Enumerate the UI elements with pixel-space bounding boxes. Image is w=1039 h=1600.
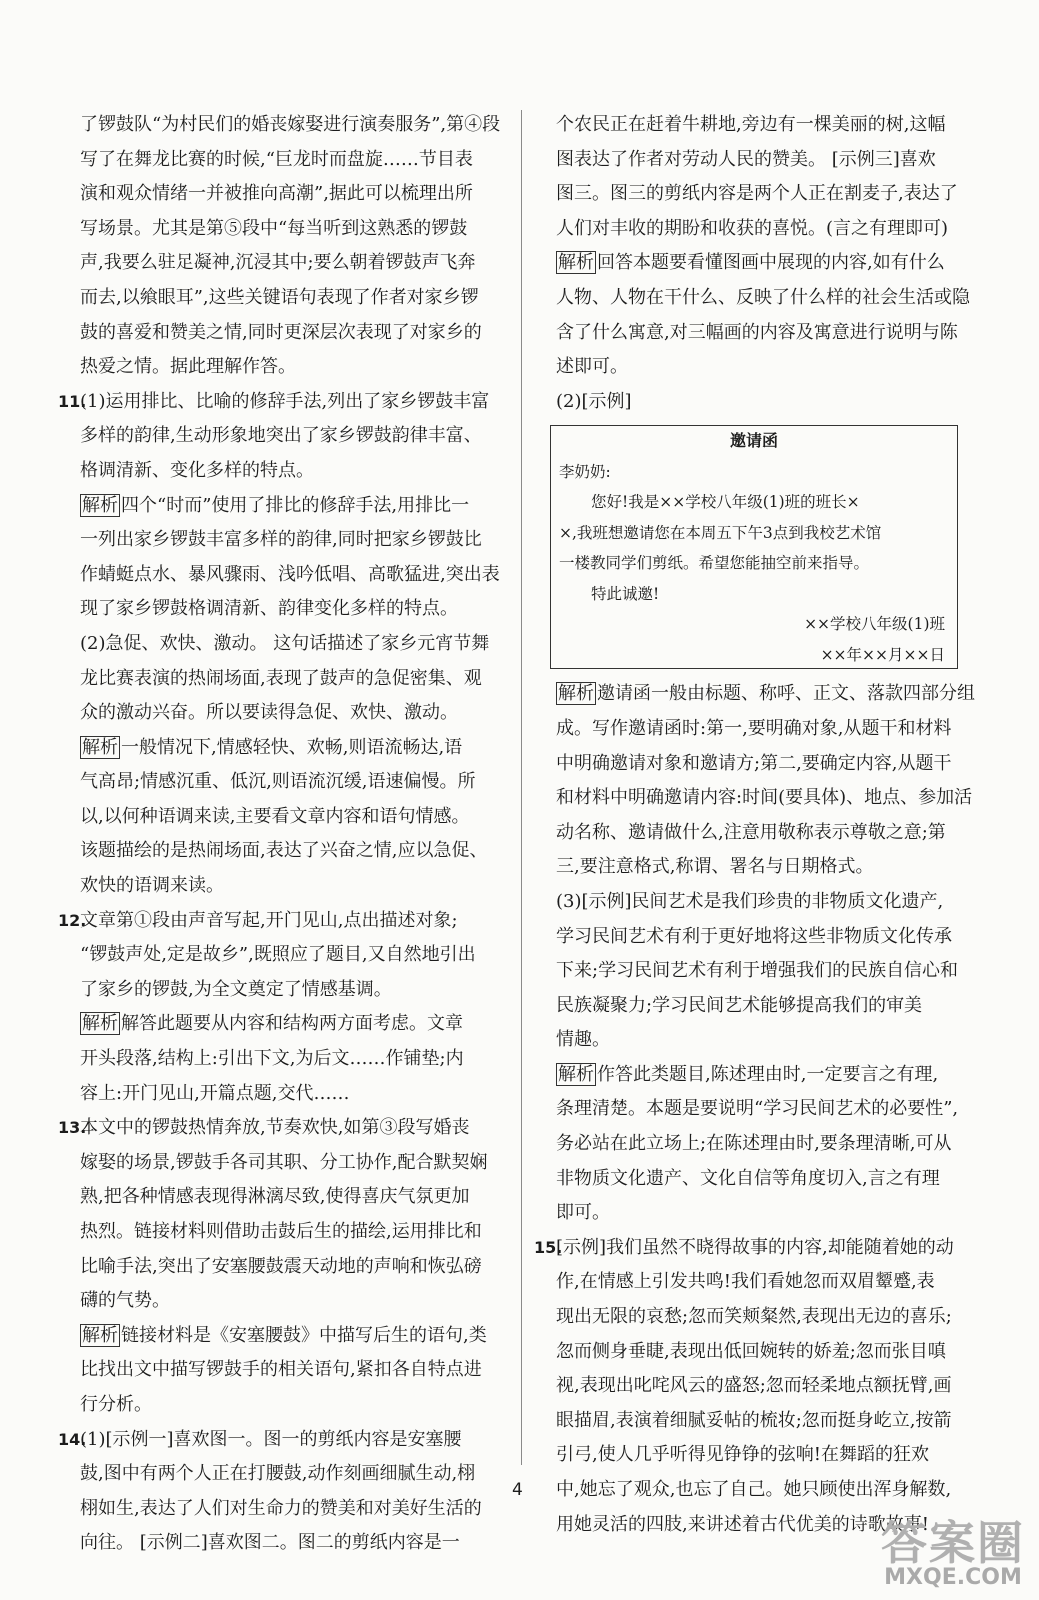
line-text: 鼓,图中有两个人正在打腰鼓,动作刻画细腻生动,栩 bbox=[80, 1463, 476, 1485]
right-column bbox=[534, 108, 975, 1542]
line-text: 成。写作邀请函时:第一,要明确对象,从题干和材料 bbox=[556, 717, 952, 739]
text-line bbox=[542, 712, 968, 747]
line-text: 情趣。 bbox=[556, 1029, 610, 1051]
text-line bbox=[542, 143, 968, 178]
line-text: 气高昂;情感沉重、低沉,则语流沉缓,语速偏慢。所 bbox=[80, 771, 476, 793]
text-line bbox=[66, 523, 506, 558]
line-text: 开头段落,结构上:引出下文,为后文……作铺垫;内 bbox=[80, 1048, 464, 1070]
line-text: 四个“时而”使用了排比的修辞手法,用排比一 bbox=[121, 494, 470, 516]
text-line bbox=[542, 1127, 968, 1162]
line-text: 动名称、邀请做什么,注意用敬称表示尊敬之意;第 bbox=[556, 821, 946, 843]
line-text: (2)急促、欢快、激动。 这句话描述了家乡元宵节舞 bbox=[80, 632, 490, 654]
line-text: 鼓的喜爱和赞美之情,同时更深层次表现了对家乡的 bbox=[80, 321, 482, 343]
letter-body-line: ×,我班想邀请您在本周五下午3点到我校艺术馆 bbox=[559, 523, 882, 542]
text-line bbox=[66, 696, 506, 731]
letter-date: ××年××月××日 bbox=[820, 645, 945, 664]
text-line bbox=[542, 212, 968, 247]
text-line bbox=[66, 834, 506, 869]
line-text: 图表达了作者对劳动人民的赞美。 [示例三]喜欢 bbox=[556, 148, 936, 170]
text-line bbox=[66, 1250, 506, 1285]
line-text: 图三。图三的剪纸内容是两个人正在割麦子,表达了 bbox=[556, 183, 958, 205]
line-text: 栩如生,表达了人们对生命力的赞美和对美好生活的 bbox=[80, 1497, 482, 1519]
text-line bbox=[66, 765, 506, 800]
text-line bbox=[66, 108, 506, 143]
text-line bbox=[542, 1196, 968, 1231]
line-text: 非物质文化遗产、文化自信等角度切入,言之有理 bbox=[556, 1167, 940, 1189]
line-text: 作蜻蜓点水、暴风骤雨、浅吟低唱、高歌猛进,突出表 bbox=[80, 563, 500, 585]
line-text: 作答此类题目,陈述理由时,一定要言之有理, bbox=[597, 1063, 939, 1085]
text-line bbox=[542, 1058, 968, 1093]
line-text: 了锣鼓队“为村民们的婚丧嫁娶进行演奏服务”,第④段 bbox=[80, 114, 501, 135]
line-text: 比喻手法,突出了安塞腰鼓震天动地的声响和恢弘磅 bbox=[80, 1255, 482, 1277]
line-text: 用她灵活的四肢,来讲述着古代优美的诗歌故事! bbox=[556, 1513, 929, 1535]
text-line bbox=[542, 1369, 968, 1404]
text-line bbox=[66, 1042, 506, 1077]
text-line bbox=[66, 592, 506, 627]
text-line bbox=[542, 1473, 968, 1508]
text-line bbox=[66, 1146, 506, 1181]
text-line bbox=[58, 904, 506, 939]
text-line bbox=[58, 385, 506, 420]
text-line bbox=[542, 316, 968, 351]
left-column bbox=[58, 108, 506, 1561]
line-text: 眼描眉,表演着细腻妥帖的梳妆;忽而挺身屹立,按箭 bbox=[556, 1409, 952, 1431]
text-line bbox=[542, 281, 968, 316]
line-text: 行分析。 bbox=[80, 1393, 152, 1415]
line-text: 容上:开门见山,开篇点题,交代…… bbox=[80, 1082, 350, 1104]
right-top-text bbox=[542, 108, 968, 419]
text-line bbox=[542, 1023, 968, 1058]
question-number: 12. bbox=[58, 910, 87, 930]
text-line bbox=[542, 1438, 968, 1473]
text-line bbox=[66, 973, 506, 1008]
text-line bbox=[58, 1423, 506, 1458]
text-line bbox=[58, 1111, 506, 1146]
text-line bbox=[542, 850, 968, 885]
question-number: 15. bbox=[534, 1237, 563, 1257]
text-line bbox=[542, 677, 975, 712]
analysis-tag: 解析 bbox=[558, 252, 594, 274]
analysis-tag: 解析 bbox=[558, 1063, 594, 1085]
line-text: 解答此题要从内容和结构两方面考虑。文章 bbox=[121, 1013, 463, 1035]
right-bottom-text bbox=[534, 677, 975, 1542]
letter-title: 邀请函 bbox=[729, 431, 778, 451]
line-text: 学习民间艺术有利于更好地将这些非物质文化传承 bbox=[556, 925, 952, 947]
line-text: 声,我要么驻足凝神,沉浸其中;要么朝着锣鼓声飞奔 bbox=[80, 252, 476, 274]
text-line bbox=[542, 781, 973, 816]
line-text: 含了什么寓意,对三幅画的内容及寓意进行说明与陈 bbox=[556, 321, 958, 343]
line-text: 写了在舞龙比赛的时候,“巨龙时而盘旋……节目表 bbox=[80, 148, 473, 170]
text-line bbox=[542, 1092, 968, 1127]
text-line bbox=[66, 281, 506, 316]
line-text: 下来;学习民间艺术有利于增强我们的民族自信心和 bbox=[556, 960, 959, 982]
line-text: 条理清楚。本题是要说明“学习民间艺术的必要性”, bbox=[556, 1098, 959, 1120]
text-line bbox=[66, 627, 506, 662]
text-line bbox=[66, 143, 506, 178]
question-number: 14. bbox=[58, 1429, 87, 1449]
line-text: 个农民正在赶着牛耕地,旁边有一棵美丽的树,这幅 bbox=[556, 114, 946, 135]
text-line bbox=[66, 177, 506, 212]
line-text: 多样的韵律,生动形象地突出了家乡锣鼓韵律丰富、 bbox=[80, 425, 482, 447]
text-line bbox=[542, 1335, 968, 1370]
text-line bbox=[542, 989, 968, 1024]
line-text: 现出无限的哀愁;忽而笑颊粲然,表现出无边的喜乐; bbox=[556, 1306, 952, 1328]
line-text: 三,要注意格式,称谓、署名与日期格式。 bbox=[556, 856, 874, 878]
line-text: (1)[示例一]喜欢图一。图一的剪纸内容是安塞腰 bbox=[80, 1428, 462, 1450]
text-line bbox=[542, 1404, 968, 1439]
text-line bbox=[542, 1162, 968, 1197]
line-text: 作,在情感上引发共鸣!我们看她忽而双眉颦蹙,表 bbox=[556, 1271, 935, 1293]
text-line bbox=[66, 1526, 506, 1561]
line-text: 中,她忘了观众,也忘了自己。她只顾使出浑身解数, bbox=[556, 1479, 952, 1500]
text-line bbox=[542, 385, 968, 420]
text-line bbox=[66, 800, 506, 835]
watermark-url: MXQE.COM bbox=[884, 1565, 1022, 1590]
line-text: 现了家乡锣鼓格调清新、韵律变化多样的特点。 bbox=[80, 598, 458, 620]
line-text: [示例]我们虽然不晓得故事的内容,却能随着她的动 bbox=[556, 1236, 954, 1258]
text-line bbox=[66, 350, 506, 385]
line-text: 而去,以飨眼耳”,这些关键语句表现了作者对家乡锣 bbox=[80, 286, 479, 308]
analysis-tag: 解析 bbox=[82, 1324, 118, 1346]
text-line bbox=[66, 1319, 506, 1354]
line-text: 民族凝聚力;学习民间艺术能够提高我们的审美 bbox=[556, 994, 923, 1016]
text-line bbox=[542, 816, 968, 851]
text-line bbox=[66, 869, 506, 904]
line-text: 了家乡的锣鼓,为全文奠定了情感基调。 bbox=[80, 978, 392, 1000]
line-text: 嫁娶的场景,锣鼓手各司其职、分工协作,配合默契娴 bbox=[80, 1151, 488, 1173]
line-text: 文章第①段由声音写起,开门见山,点出描述对象; bbox=[80, 909, 458, 931]
watermark bbox=[881, 1507, 1025, 1590]
text-line bbox=[66, 419, 506, 454]
line-text: 向往。 [示例二]喜欢图二。图二的剪纸内容是一 bbox=[80, 1532, 460, 1554]
line-text: 热爱之情。据此理解作答。 bbox=[80, 356, 296, 378]
question-number: 11. bbox=[58, 391, 87, 411]
line-text: 务必站在此立场上;在陈述理由时,要条理清晰,可从 bbox=[556, 1133, 952, 1155]
line-text: 一列出家乡锣鼓丰富多样的韵律,同时把家乡锣鼓比 bbox=[80, 529, 482, 551]
line-text: 回答本题要看懂图画中展现的内容,如有什么 bbox=[597, 252, 945, 274]
line-text: 礴的气势。 bbox=[80, 1290, 170, 1312]
line-text: 熟,把各种情感表现得淋漓尽致,使得喜庆气氛更加 bbox=[80, 1186, 470, 1208]
text-line bbox=[66, 1077, 506, 1112]
text-line bbox=[542, 954, 968, 989]
text-line bbox=[66, 1215, 506, 1250]
page-number: 4 bbox=[512, 1480, 523, 1500]
line-text: 人们对丰收的期盼和收获的喜悦。(言之有理即可) bbox=[556, 217, 949, 239]
line-text: 忽而侧身垂睫,表现出低回婉转的娇羞;忽而张目嗔 bbox=[556, 1340, 946, 1362]
text-line bbox=[66, 246, 506, 281]
line-text: 演和观众情绪一并被推向高潮”,据此可以梳理出所 bbox=[80, 183, 473, 205]
text-line bbox=[542, 108, 968, 143]
letter-body-line: 您好!我是××学校八年级(1)班的班长× bbox=[591, 493, 860, 512]
line-text: 格调清新、变化多样的特点。 bbox=[80, 459, 314, 481]
text-line bbox=[66, 1388, 506, 1423]
text-line bbox=[534, 1231, 968, 1266]
line-text: (1)运用排比、比喻的修辞手法,列出了家乡锣鼓丰富 bbox=[80, 390, 490, 412]
letter-salutation: 李奶奶: bbox=[559, 462, 611, 481]
line-text: 该题描绘的是热闹场面,表达了兴奋之情,应以急促、 bbox=[80, 840, 488, 862]
text-line bbox=[66, 1180, 506, 1215]
line-text: 即可。 bbox=[556, 1202, 610, 1224]
line-text: 众的激动兴奋。所以要读得急促、欢快、激动。 bbox=[80, 702, 458, 724]
letter-closing: 特此诚邀! bbox=[591, 584, 660, 603]
letter-signature: ××学校八年级(1)班 bbox=[804, 615, 945, 634]
analysis-tag: 解析 bbox=[82, 736, 118, 758]
text-line bbox=[66, 489, 506, 524]
line-text: 写场景。尤其是第⑤段中“每当听到这熟悉的锣鼓 bbox=[80, 217, 468, 239]
watermark-logo: 答案圈 bbox=[881, 1516, 1025, 1570]
line-text: 以,以何种语调来读,主要看文章内容和语句情感。 bbox=[80, 805, 470, 827]
text-line bbox=[66, 558, 506, 593]
analysis-tag: 解析 bbox=[558, 683, 594, 705]
text-line bbox=[542, 1300, 968, 1335]
line-text: 中明确邀请对象和邀请方;第二,要确定内容,从题干 bbox=[556, 752, 952, 774]
line-text: 热烈。链接材料则借助击鼓后生的描绘,运用排比和 bbox=[80, 1221, 482, 1242]
text-line bbox=[542, 177, 968, 212]
analysis-tag: 解析 bbox=[82, 494, 118, 516]
line-text: “锣鼓声处,定是故乡”,既照应了题目,又自然地引出 bbox=[80, 944, 476, 966]
text-line bbox=[66, 454, 506, 489]
text-line bbox=[542, 920, 968, 955]
invitation-letter-box bbox=[550, 425, 958, 669]
line-text: 链接材料是《安塞腰鼓》中描写后生的语句,类 bbox=[121, 1324, 487, 1346]
text-line bbox=[542, 747, 968, 782]
line-text: 邀请函一般由标题、称呼、正文、落款四部分组 bbox=[597, 683, 975, 705]
line-text: 龙比赛表演的热闹场面,表现了鼓声的急促密集、观 bbox=[80, 667, 482, 689]
text-line bbox=[66, 212, 506, 247]
line-text: 和材料中明确邀请内容:时间(要具体)、地点、参加活 bbox=[556, 787, 973, 809]
text-line bbox=[66, 731, 506, 766]
text-line bbox=[542, 1265, 968, 1300]
line-text: 一般情况下,情感轻快、欢畅,则语流畅达,语 bbox=[121, 736, 463, 758]
text-line bbox=[542, 246, 968, 281]
line-text: (2)[示例] bbox=[556, 390, 632, 412]
text-line bbox=[542, 350, 968, 385]
letter-body-line: 一楼教同学们剪纸。希望您能抽空前来指导。 bbox=[559, 554, 870, 573]
text-line bbox=[542, 885, 968, 920]
line-text: 视,表现出叱咤风云的盛怒;忽而轻柔地点额抚臂,画 bbox=[556, 1375, 952, 1397]
text-line bbox=[66, 938, 506, 973]
line-text: 本文中的锣鼓热情奔放,节奏欢快,如第③段写婚丧 bbox=[80, 1117, 470, 1139]
text-line bbox=[66, 1007, 506, 1042]
line-text: 比找出文中描写锣鼓手的相关语句,紧扣各自特点进 bbox=[80, 1359, 482, 1381]
line-text: 述即可。 bbox=[556, 356, 628, 378]
text-line bbox=[66, 1353, 506, 1388]
question-number: 13. bbox=[58, 1118, 87, 1138]
column-divider bbox=[521, 110, 522, 1465]
line-text: 人物、人物在干什么、反映了什么样的社会生活或隐 bbox=[556, 286, 970, 308]
analysis-tag: 解析 bbox=[82, 1013, 118, 1035]
line-text: (3)[示例]民间艺术是我们珍贵的非物质文化遗产, bbox=[556, 890, 944, 912]
text-line bbox=[66, 316, 506, 351]
text-line bbox=[66, 1284, 506, 1319]
text-line bbox=[66, 1457, 506, 1492]
line-text: 欢快的语调来读。 bbox=[80, 875, 224, 897]
text-line bbox=[66, 1492, 506, 1527]
text-line bbox=[66, 662, 506, 697]
line-text: 引弓,使人几乎听得见铮铮的弦响!在舞蹈的狂欢 bbox=[556, 1444, 929, 1466]
